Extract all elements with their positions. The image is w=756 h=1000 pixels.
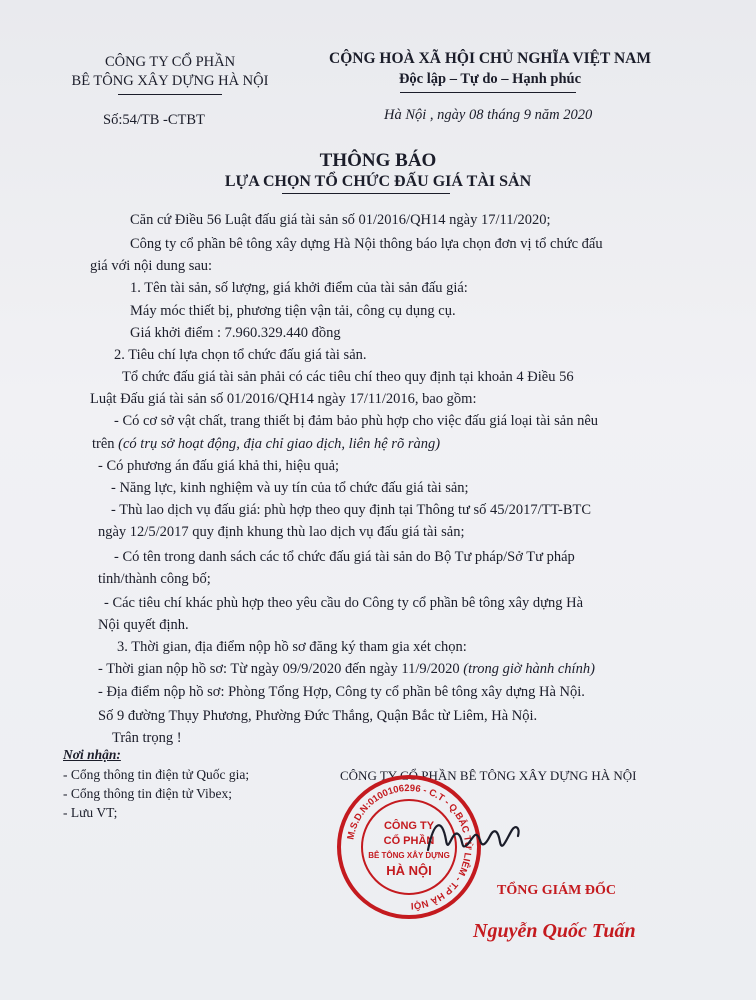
seal-center-line: CÔNG TY: [383, 820, 435, 832]
starting-price: Giá khởi điểm : 7.960.329.440 đồng: [130, 325, 341, 341]
recipient-item: - Cổng thông tin điện tử Vibex;: [63, 786, 233, 801]
document-number: Số:54/TB -CTBT: [103, 112, 205, 128]
body-line: giá với nội dung sau:: [90, 258, 213, 274]
closing-line: Trân trọng !: [112, 730, 182, 746]
seal-center-line: HÀ NỘI: [386, 863, 432, 878]
submission-time: [98, 661, 595, 678]
address-line: Số 9 đường Thụy Phương, Phường Đức Thắng, Quận Bắc từ Liêm, Hà Nội.: [98, 708, 538, 724]
submission-place: - Địa điểm nộp hồ sơ: Phòng Tổng Hợp, Công ty cổ phần bê tông xây dựng Hà Nội.: [98, 684, 585, 700]
body-line: Luật Đấu giá tài sản số 01/2016/QH14 ngày 17/11/2016, bao gồm:: [90, 391, 477, 407]
criteria-item: - Có phương án đấu giá khả thi, hiệu quả;: [98, 458, 340, 474]
criteria-item-continued: tỉnh/thành công bố;: [98, 571, 211, 587]
criteria-item: - Có cơ sở vật chất, trang thiết bị đảm bảo phù hợp cho việc đấu giá loại tài sản nêu: [114, 413, 599, 429]
recipient-item: - Lưu VT;: [63, 805, 118, 820]
subtitle-underline: [282, 193, 450, 194]
header-divider-right: [400, 92, 576, 93]
seal-center-line: CỔ PHẦN: [383, 835, 435, 847]
signature-stroke: [428, 825, 519, 850]
document-subtitle: LỰA CHỌN TỔ CHỨC ĐẤU GIÁ TÀI SẢN: [224, 173, 532, 190]
handwritten-signature: [420, 800, 530, 870]
company-name-line1: CÔNG TY CỔ PHẦN: [104, 54, 236, 70]
section-heading-1: 1. Tên tài sản, số lượng, giá khởi điểm của tài sản đấu giá:: [130, 280, 468, 296]
body-line: Công ty cổ phần bê tông xây dựng Hà Nội thông báo lựa chọn đơn vị tổ chức đấu: [130, 236, 603, 252]
national-motto: Độc lập – Tự do – Hạnh phúc: [398, 71, 582, 87]
seal-ring-text: M.S.D.N:0100106296 - C.T - Q.BẮC TỪ LIÊM - T.P HÀ NỘI: [345, 782, 474, 911]
recipient-item: - Cổng thông tin điện tử Quốc gia;: [63, 767, 250, 782]
criteria-item: - Các tiêu chí khác phù hợp theo yêu cầu do Công ty cổ phần bê tông xây dựng Hà: [104, 595, 584, 611]
seal-center-line: BÊ TÔNG XÂY DỰNG: [368, 851, 450, 860]
criteria-item: - Năng lực, kinh nghiệm và uy tín của tổ chức đấu giá tài sản;: [111, 480, 469, 496]
body-line: Máy móc thiết bị, phương tiện vận tải, công cụ dụng cụ.: [130, 303, 456, 319]
signer-name: Nguyễn Quốc Tuấn: [473, 920, 636, 942]
header-divider-left: [118, 94, 222, 95]
section-heading-2: 2. Tiêu chí lựa chọn tổ chức đấu giá tài sản.: [114, 347, 367, 363]
recipients-heading: Nơi nhận:: [63, 747, 121, 762]
document-title: THÔNG BÁO: [319, 150, 437, 171]
signer-position: TỔNG GIÁM ĐỐC: [497, 883, 616, 898]
document-date: Hà Nội , ngày 08 tháng 9 năm 2020: [384, 107, 593, 123]
body-italic-note: (trong giờ hành chính): [463, 661, 595, 677]
body-text: trên: [92, 436, 119, 452]
body-italic-note: (có trụ sở hoạt động, địa chỉ giao dịch, liên hệ rõ ràng): [118, 436, 441, 452]
body-text: - Thời gian nộp hồ sơ: Từ ngày 09/9/2020 đến ngày 11/9/2020: [98, 661, 464, 677]
company-name-line2: BÊ TÔNG XÂY DỰNG HÀ NỘI: [71, 73, 269, 89]
signature-company: CÔNG TY CỔ PHẦN BÊ TÔNG XÂY DỰNG HÀ NỘI: [340, 768, 637, 783]
section-heading-3: 3. Thời gian, địa điểm nộp hồ sơ đăng ký tham gia xét chọn:: [117, 639, 467, 655]
body-line: Tổ chức đấu giá tài sản phải có các tiêu chí theo quy định tại khoản 4 Điều 56: [122, 369, 574, 385]
criteria-item-continued: Nội quyết định.: [98, 617, 189, 633]
criteria-item-continued: [92, 436, 440, 453]
criteria-item: - Thù lao dịch vụ đấu giá: phù hợp theo quy định tại Thông tư số 45/2017/TT-BTC: [111, 502, 592, 518]
nation-title: CỘNG HOÀ XÃ HỘI CHỦ NGHĨA VIỆT NAM: [329, 50, 651, 67]
criteria-item: - Có tên trong danh sách các tổ chức đấu giá tài sản do Bộ Tư pháp/Sở Tư pháp: [114, 549, 575, 565]
body-line: Căn cứ Điều 56 Luật đấu giá tài sản số 01/2016/QH14 ngày 17/11/2020;: [130, 212, 551, 228]
criteria-item-continued: ngày 12/5/2017 quy định khung thù lao dịch vụ đấu giá tài sản;: [98, 524, 465, 540]
